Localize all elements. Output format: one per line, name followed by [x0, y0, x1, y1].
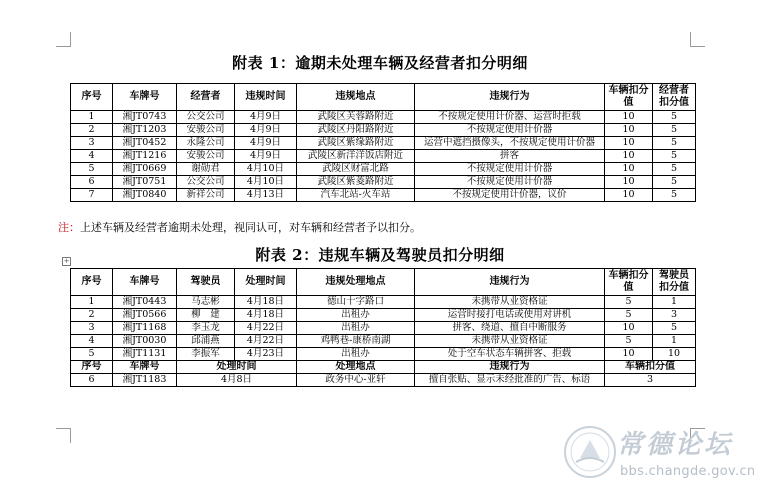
- table-cell: 4月10日: [235, 163, 297, 176]
- table-cell: 湘JT0669: [113, 163, 177, 176]
- table-cell: 不按规定使用计价器: [415, 163, 605, 176]
- table-cell: 不按规定使用计价器: [415, 124, 605, 137]
- table-cell: 新祥公司: [177, 189, 235, 202]
- table2-subheader-cell: 车牌号: [113, 361, 177, 374]
- table2-header-cell: 序号: [71, 269, 113, 296]
- table-cell: 安骏公司: [177, 150, 235, 163]
- table-cell: 邱浦燕: [177, 335, 235, 348]
- table1-header-cell: 违规时间: [235, 84, 297, 111]
- table-cell: 湘JT0443: [113, 296, 177, 309]
- table2-subrow-cell: 政务中心-亚轩: [297, 374, 415, 387]
- table-cell: 4月23日: [235, 348, 297, 361]
- table-move-handle[interactable]: +: [63, 257, 70, 265]
- table1-header-cell: 序号: [71, 84, 113, 111]
- table-cell: 5: [71, 348, 113, 361]
- table-cell: 5: [653, 111, 696, 124]
- table1-header-cell: 经营者扣分值: [653, 84, 696, 111]
- table-cell: 武陵区紫缘路附近: [297, 137, 415, 150]
- table-cell: 3: [71, 322, 113, 335]
- table-row: [71, 137, 696, 150]
- table1-title: 附表 1：逾期未处理车辆及经营者扣分明细: [232, 54, 528, 72]
- table-row: [71, 163, 696, 176]
- table-cell: 李玉龙: [177, 322, 235, 335]
- table2-subrow-cell: 3: [605, 374, 696, 387]
- table-cell: 不按规定使用计价器、运营时拒载: [415, 111, 605, 124]
- table2-subheader-cell: 处理地点: [297, 361, 415, 374]
- forum-logo-icon: [562, 424, 618, 480]
- table-cell: 10: [605, 150, 653, 163]
- table-cell: 10: [605, 176, 653, 189]
- table2-subheader-cell: 处理时间: [177, 361, 297, 374]
- table-cell: 1: [653, 296, 696, 309]
- table-cell: 4月22日: [235, 335, 297, 348]
- table-cell: 4月22日: [235, 322, 297, 335]
- table1-header-cell: 违规行为: [415, 84, 605, 111]
- table1-header-cell: 车牌号: [113, 84, 177, 111]
- table-cell: 出租办: [297, 348, 415, 361]
- table2-subsection: [71, 361, 696, 387]
- table-cell: 2: [71, 309, 113, 322]
- table-cell: 湘JT1131: [113, 348, 177, 361]
- table-cell: 汽车北站-火车站: [297, 189, 415, 202]
- table-cell: 武陵区新洋洋饭店附近: [297, 150, 415, 163]
- table1: [70, 83, 696, 202]
- table-cell: 2: [71, 124, 113, 137]
- table-row: [71, 111, 696, 124]
- table-cell: 4: [71, 335, 113, 348]
- table-row: [71, 348, 696, 361]
- table-cell: 未携带从业资格证: [415, 335, 605, 348]
- table-row: [71, 309, 696, 322]
- table-cell: 湘JT1216: [113, 150, 177, 163]
- table-cell: 7: [71, 189, 113, 202]
- crop-mark-bottom-left: [56, 428, 71, 443]
- table-cell: 未携带从业资格证: [415, 296, 605, 309]
- table-cell: 李振军: [177, 348, 235, 361]
- table-cell: 鸡鸭巷-康桥南湖: [297, 335, 415, 348]
- note-text: 上述车辆及经营者逾期未处理，视同认可，对车辆和经营者予以扣分。: [80, 221, 421, 234]
- table-row: [71, 335, 696, 348]
- table-cell: 5: [653, 137, 696, 150]
- table-cell: 处于空车状态车辆拼客、拒载: [415, 348, 605, 361]
- table2-subheader-cell: 违规行为: [415, 361, 605, 374]
- table-cell: 不按规定使用计价器，议价: [415, 189, 605, 202]
- table-cell: 5: [605, 309, 653, 322]
- watermark-url: bbs.changde.gov.cn: [620, 464, 756, 479]
- table-cell: 10: [605, 189, 653, 202]
- table-cell: 5: [71, 163, 113, 176]
- note-label: 注：: [58, 221, 80, 234]
- table-cell: 1: [71, 111, 113, 124]
- table2-header-cell: 车辆扣分值: [605, 269, 653, 296]
- table-cell: 武陵区紫菱路附近: [297, 176, 415, 189]
- table-cell: 10: [605, 322, 653, 335]
- table-cell: 10: [605, 163, 653, 176]
- table2-header-cell: 车牌号: [113, 269, 177, 296]
- table-cell: 拼客、绕道、擅自中断服务: [415, 322, 605, 335]
- table1-header-cell: 违规地点: [297, 84, 415, 111]
- table-cell: 谢勋君: [177, 163, 235, 176]
- table-cell: 武陵区丹阳路附近: [297, 124, 415, 137]
- table2-subheader-cell: 车辆扣分值: [605, 361, 696, 374]
- table2-header-row: [71, 269, 696, 296]
- table-cell: 10: [605, 124, 653, 137]
- table2-body: [71, 296, 696, 361]
- table-cell: 10: [605, 348, 653, 361]
- table2-header-cell: 处理时间: [235, 269, 297, 296]
- table-cell: 运营时接打电话或使用对讲机: [415, 309, 605, 322]
- table-cell: 4: [71, 150, 113, 163]
- table-cell: 5: [653, 322, 696, 335]
- table-cell: 6: [71, 176, 113, 189]
- table2-header-cell: 违规处理地点: [297, 269, 415, 296]
- table-cell: 4月9日: [235, 124, 297, 137]
- table-cell: 10: [653, 348, 696, 361]
- table-cell: 4月9日: [235, 150, 297, 163]
- table-cell: 柳 建: [177, 309, 235, 322]
- note: [58, 219, 421, 235]
- table-cell: 1: [653, 335, 696, 348]
- table-cell: 3: [71, 137, 113, 150]
- table1-header-cell: 车辆扣分值: [605, 84, 653, 111]
- table-cell: 5: [605, 296, 653, 309]
- table-cell: 湘JT0751: [113, 176, 177, 189]
- table-cell: 湘JT0452: [113, 137, 177, 150]
- table-cell: 不按规定使用计价器: [415, 176, 605, 189]
- table2-subrow-cell: 湘JT1183: [113, 374, 177, 387]
- table1-header-cell: 经营者: [177, 84, 235, 111]
- table-cell: 公交公司: [177, 176, 235, 189]
- table-cell: 4月18日: [235, 296, 297, 309]
- watermark-name: 常德论坛: [617, 430, 734, 460]
- table-cell: 4月18日: [235, 309, 297, 322]
- table2-header-cell: 驾驶员扣分值: [653, 269, 696, 296]
- table-cell: 武陵区财富北路: [297, 163, 415, 176]
- table-cell: 马志彬: [177, 296, 235, 309]
- table-cell: 湘JT0030: [113, 335, 177, 348]
- table-row: [71, 322, 696, 335]
- table-cell: 4月9日: [235, 137, 297, 150]
- table-cell: 湘JT0840: [113, 189, 177, 202]
- table1-header-row: [71, 84, 696, 111]
- table-cell: 5: [653, 163, 696, 176]
- table2-header-cell: 违规行为: [415, 269, 605, 296]
- table2-subheader-cell: 序号: [71, 361, 113, 374]
- table-cell: 5: [653, 124, 696, 137]
- table-cell: 4月9日: [235, 111, 297, 124]
- table-cell: 湘JT1168: [113, 322, 177, 335]
- table-row: [71, 296, 696, 309]
- table2-header-cell: 驾驶员: [177, 269, 235, 296]
- table-cell: 4月10日: [235, 176, 297, 189]
- table-row: [71, 176, 696, 189]
- table-row: [71, 189, 696, 202]
- table-cell: 3: [653, 309, 696, 322]
- table2-subrow-cell: 4月8日: [177, 374, 297, 387]
- table-cell: 德山十字路口: [297, 296, 415, 309]
- crop-mark-top-right: [690, 32, 705, 47]
- table2-title: 附表 2：违规车辆及驾驶员扣分明细: [255, 246, 505, 264]
- table2-subrow: [71, 374, 696, 387]
- table2-subrow-cell: 擅自张贴、显示未经批准的广告、标语: [415, 374, 605, 387]
- table-cell: 出租办: [297, 322, 415, 335]
- table-cell: 5: [653, 189, 696, 202]
- table-cell: 5: [653, 150, 696, 163]
- table-cell: 永隆公司: [177, 137, 235, 150]
- table1-body: [71, 111, 696, 202]
- forum-watermark: [562, 420, 754, 486]
- table-cell: 5: [653, 176, 696, 189]
- table2-subrow-cell: 6: [71, 374, 113, 387]
- table-cell: 安骏公司: [177, 124, 235, 137]
- table-cell: 4月13日: [235, 189, 297, 202]
- table-cell: 10: [605, 111, 653, 124]
- table-row: [71, 150, 696, 163]
- table-cell: 湘JT0743: [113, 111, 177, 124]
- table2-subheader-row: [71, 361, 696, 374]
- table-cell: 5: [605, 335, 653, 348]
- table-cell: 武陵区芙蓉路附近: [297, 111, 415, 124]
- table-cell: 10: [605, 137, 653, 150]
- table-cell: 拼客: [415, 150, 605, 163]
- table-row: [71, 124, 696, 137]
- table-cell: 湘JT1203: [113, 124, 177, 137]
- table2: [70, 268, 696, 387]
- table-cell: 运营中遮挡摄像头，不按规定使用计价器: [415, 137, 605, 150]
- table-cell: 湘JT0566: [113, 309, 177, 322]
- table-cell: 1: [71, 296, 113, 309]
- crop-mark-top-left: [56, 32, 71, 47]
- table-cell: 公交公司: [177, 111, 235, 124]
- table-cell: 出租办: [297, 309, 415, 322]
